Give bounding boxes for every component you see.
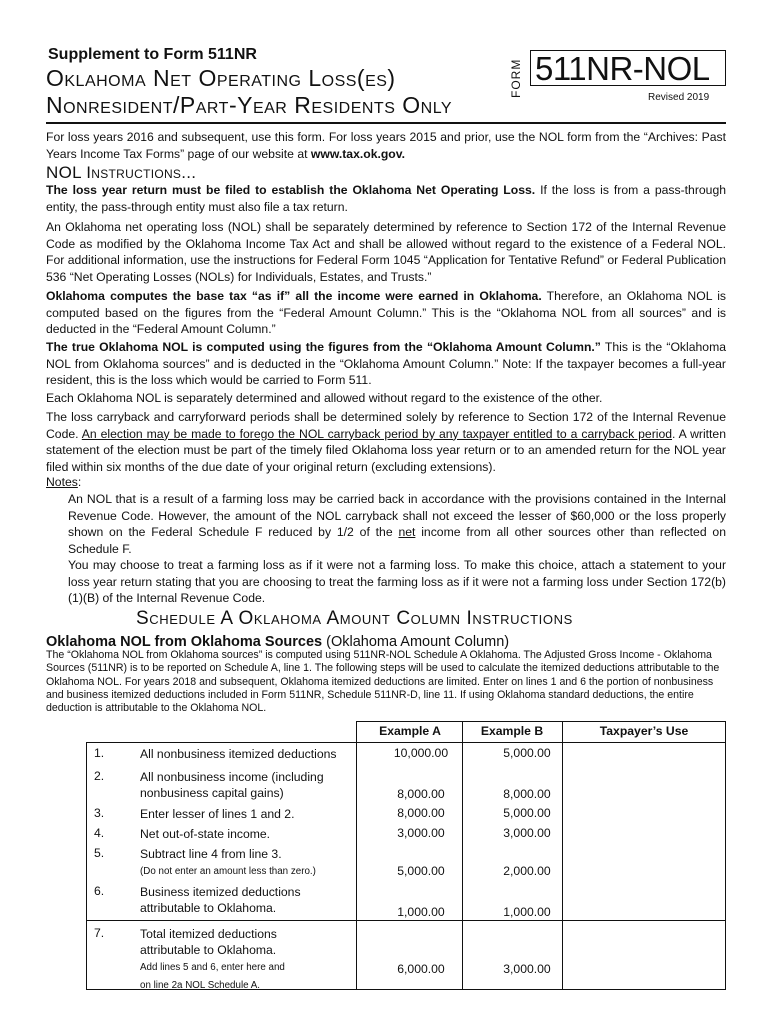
example-b-value: 3,000.00 bbox=[503, 962, 551, 976]
note-1-a: An NOL that is a result of a farming loss may be carried back in accordance with the provisions contained in the Internal Revenue Code. However, the amount of the NOL carryback shall not exceed the lesser of $60,000 or the loss properly shown on the Federal Schedule F reduced by 1/2 of the bbox=[68, 492, 726, 539]
line-description-1: Business itemized deductions bbox=[140, 885, 301, 899]
row-line bbox=[86, 742, 726, 743]
line-number: 1. bbox=[94, 746, 105, 760]
example-a-value: 1,000.00 bbox=[397, 905, 445, 919]
col-header-example-a: Example A bbox=[379, 724, 441, 738]
form-title-line1: Oklahoma Net Operating Loss(es) bbox=[46, 65, 396, 91]
nol-p3-rest: Therefore, an Oklahoma NOL is computed based on the figures from the “Federal Amount Column.” This is the “Oklahoma NOL from all sources” and is deducted in the “Federal Amount Column.” bbox=[46, 289, 726, 336]
nol-p6-underlined: An election may be made to forego the NOL carryback period by any taxpayer entitled to a carryback period bbox=[81, 426, 673, 441]
line-number: 2. bbox=[94, 769, 105, 783]
line-number: 3. bbox=[94, 806, 105, 820]
col-header-taxpayers-use: Taxpayer’s Use bbox=[599, 724, 689, 738]
line-description-2: nonbusiness capital gains) bbox=[140, 786, 284, 800]
notes-colon: : bbox=[77, 475, 82, 489]
col-divider-b bbox=[462, 721, 463, 990]
nol-p6-a: The loss carryback and carryforward periods shall be determined solely by reference to Section 172 of the Internal Revenue Code. bbox=[46, 410, 726, 441]
example-a-value: 8,000.00 bbox=[397, 787, 445, 801]
intro-text: For loss years 2016 and subsequent, use this form. For loss years 2015 and prior, use the NOL form from the “Archives: Past Years Income Tax Forms” page of our website at bbox=[46, 130, 726, 161]
form-label: FORM bbox=[509, 58, 523, 98]
note-1-underlined: net bbox=[398, 525, 416, 539]
nol-p1-rest: If the loss is from a pass-through entity, the pass-through entity must also file a tax return. bbox=[46, 183, 727, 214]
notes-label-wrap bbox=[46, 475, 81, 489]
intro-paragraph bbox=[46, 129, 726, 162]
form-number-box bbox=[530, 50, 726, 86]
line-number: 5. bbox=[94, 846, 105, 860]
nol-instructions-heading: NOL Instructions... bbox=[46, 163, 197, 182]
schedule-a-subheading bbox=[46, 634, 509, 650]
website-link[interactable]: www.tax.ok.gov. bbox=[310, 146, 406, 161]
nol-paragraph-3 bbox=[46, 288, 726, 338]
notes-label: Notes bbox=[46, 475, 78, 489]
line-description-2: attributable to Oklahoma. bbox=[140, 943, 277, 957]
example-a-value: 6,000.00 bbox=[397, 962, 445, 976]
example-a-value: 10,000.00 bbox=[393, 746, 449, 760]
line-description bbox=[140, 846, 370, 880]
revised-date: Revised 2019 bbox=[648, 92, 710, 103]
line-note: Add lines 5 and 6, enter here and bbox=[140, 962, 285, 973]
line-number: 4. bbox=[94, 826, 105, 840]
example-b-value: 1,000.00 bbox=[503, 905, 551, 919]
example-a-value: 3,000.00 bbox=[397, 826, 445, 840]
nol-paragraph-6 bbox=[46, 409, 726, 475]
nol-p1-bold: The loss year return must be filed to establish the Oklahoma Net Operating Loss. bbox=[46, 183, 536, 197]
form-title-line2: Nonresident/Part-Year Residents Only bbox=[46, 92, 453, 118]
line-description-1: All nonbusiness income (including bbox=[140, 770, 324, 784]
line-description-2: attributable to Oklahoma. bbox=[140, 901, 277, 915]
line-number: 6. bbox=[94, 884, 105, 898]
col-header-example-b: Example B bbox=[480, 724, 544, 738]
header-divider bbox=[46, 122, 726, 124]
line-description: Net out-of-state income. bbox=[140, 827, 271, 841]
line-description bbox=[140, 926, 370, 994]
form-number: 511NR-NOL bbox=[535, 50, 710, 87]
nol-p4-bold: The true Oklahoma NOL is computed using the figures from the “Oklahoma Amount Column.” bbox=[46, 340, 601, 354]
example-b-value: 8,000.00 bbox=[503, 787, 551, 801]
nol-paragraph-5: Each Oklahoma NOL is separately determined and allowed without regard to the existence of the other. bbox=[46, 391, 603, 405]
line-description bbox=[140, 769, 370, 801]
line-description: Enter lesser of lines 1 and 2. bbox=[140, 807, 295, 821]
nol-p3-bold: Oklahoma computes the base tax “as if” all the income were earned in Oklahoma. bbox=[46, 289, 542, 303]
example-a-value: 5,000.00 bbox=[397, 864, 445, 878]
example-b-value: 2,000.00 bbox=[503, 864, 551, 878]
note-1 bbox=[68, 491, 726, 557]
schedule-a-heading: Schedule A Oklahoma Amount Column Instructions bbox=[136, 608, 573, 629]
nol-paragraph-4 bbox=[46, 339, 726, 389]
example-b-value: 5,000.00 bbox=[503, 806, 551, 820]
schedule-a-description: The “Oklahoma NOL from Oklahoma sources” is computed using 511NR-NOL Schedule A Oklahoma. The Adjusted Gross Income - Oklahoma Sources (511NR) is to be reported on Schedule A, line 1. The following steps will be used to calculate the itemized deductions attributable to the Oklahoma NOL. For years 2018 and subsequent, Oklahoma itemized deductions are limited. Enter on lines 1 and 6 the portion of nonbusiness and business itemized deductions included in Form 511NR, Schedule 511NR-D, line 11. If using Oklahoma standard deductions, the entire deduction is attributable to the Oklahoma NOL. bbox=[46, 649, 720, 715]
line-note-2: on line 2a NOL Schedule A. bbox=[140, 980, 261, 991]
supplement-label: Supplement to Form 511NR bbox=[48, 46, 257, 63]
line-description: All nonbusiness itemized deductions bbox=[140, 747, 337, 761]
line-number: 7. bbox=[94, 926, 105, 940]
nol-p4-rest: This is the “Oklahoma NOL from Oklahoma sources” and is deducted in the “Oklahoma Amount Column.” Note: If the taxpayer becomes a full-year resident, this is the loss which would be carried to Form 511. bbox=[46, 340, 726, 387]
nol-paragraph-2: An Oklahoma net operating loss (NOL) shall be separately determined by reference to Section 172 of the Internal Revenue Code as modified by the Oklahoma Income Tax Act and shall be allowed without regard to the existence of a Federal NOL. For additional information, use the instructions for Federal Form 1045 “Application for Tentative Refund” or Federal Publication 536 “Net Operating Losses (NOLs) for Individuals, Estates, and Trusts.” bbox=[46, 220, 726, 284]
note-1-b: income from all other sources other than reflected on Schedule F. bbox=[68, 525, 726, 556]
row-line bbox=[86, 920, 726, 921]
nol-paragraph-1 bbox=[46, 182, 726, 215]
col-divider-c bbox=[562, 721, 563, 990]
schedule-a-sub-bold: Oklahoma NOL from Oklahoma Sources bbox=[46, 634, 323, 650]
line-description-1: Subtract line 4 from line 3. bbox=[140, 847, 282, 861]
example-a-value: 8,000.00 bbox=[397, 806, 445, 820]
schedule-a-sub-rest: (Oklahoma Amount Column) bbox=[322, 634, 510, 650]
example-b-value: 3,000.00 bbox=[503, 826, 551, 840]
nol-p6-b: . A written statement of the election must be part of the timely filed Oklahoma loss year return or to an amended return for the NOL year filed within six months of the due date of your original return (excluding extensions). bbox=[46, 426, 726, 474]
line-note: (Do not enter an amount less than zero.) bbox=[140, 866, 316, 877]
line-description bbox=[140, 884, 370, 916]
note-2: You may choose to treat a farming loss as if it were not a farming loss. To make this choice, attach a statement to your loss year return stating that you are choosing to treat the farming loss as if it were not a farming loss under Section 172(b)(1)(B) of the Internal Revenue Code. bbox=[68, 558, 726, 605]
line-description-1: Total itemized deductions bbox=[140, 927, 277, 941]
example-b-value: 5,000.00 bbox=[503, 746, 551, 760]
